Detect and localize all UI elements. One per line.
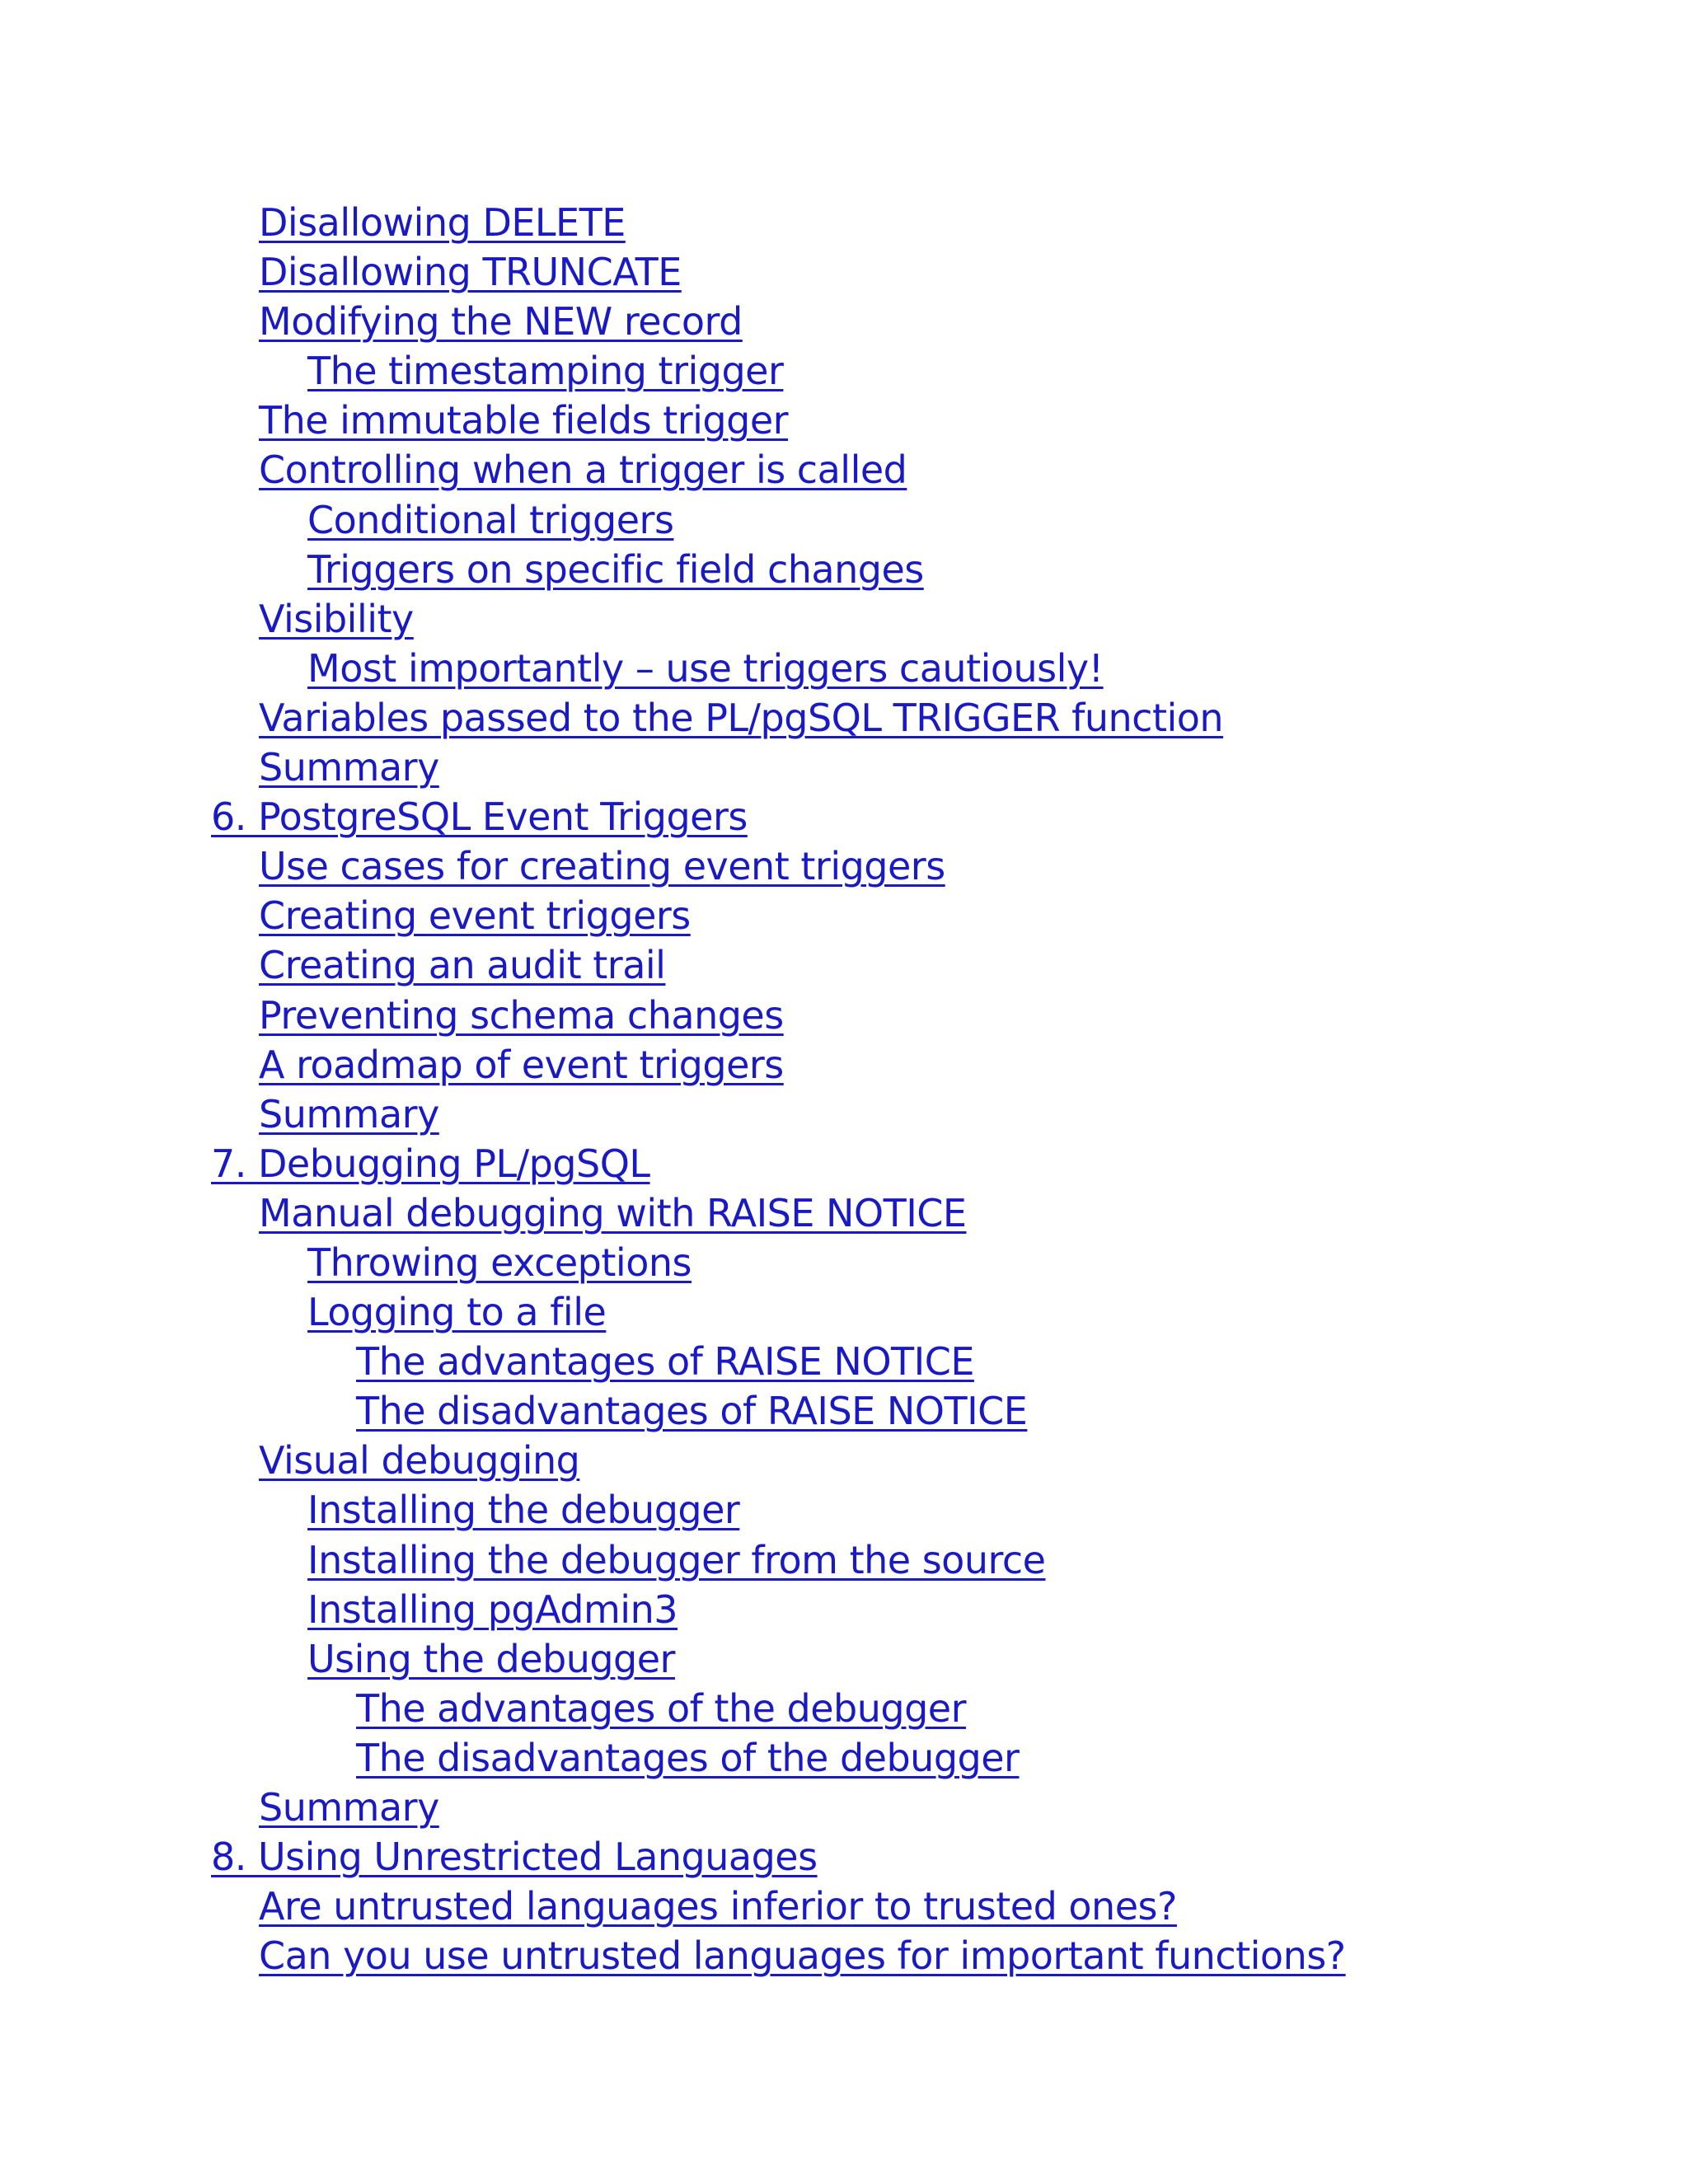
toc-link[interactable]: Controlling when a trigger is called (259, 448, 907, 493)
toc-entry (211, 297, 1346, 346)
toc-entry (211, 1337, 1346, 1386)
toc-entry (211, 1139, 1346, 1188)
toc-link[interactable]: Are untrusted languages inferior to trusted ones? (259, 1884, 1177, 1929)
toc-link[interactable]: Disallowing DELETE (259, 200, 626, 245)
toc-entry (211, 1485, 1346, 1535)
toc-link[interactable]: Installing pgAdmin3 (307, 1586, 678, 1632)
toc-link[interactable]: 6. PostgreSQL Event Triggers (211, 794, 748, 840)
toc-link[interactable]: Summary (259, 745, 439, 790)
toc-entry (211, 891, 1346, 940)
toc-entry (211, 1931, 1346, 1980)
toc-entry (211, 1684, 1346, 1733)
toc-link[interactable]: Installing the debugger (307, 1488, 740, 1533)
toc-link[interactable]: The advantages of the debugger (356, 1685, 966, 1731)
toc-entry (211, 1287, 1346, 1337)
toc-link[interactable]: Creating event triggers (259, 893, 691, 939)
toc-entry (211, 1733, 1346, 1783)
toc-entry (211, 693, 1346, 743)
toc-entry (211, 1436, 1346, 1485)
toc-entry (211, 1634, 1346, 1684)
toc-link[interactable]: Variables passed to the PL/pgSQL TRIGGER function (259, 695, 1224, 740)
toc-entry (211, 346, 1346, 396)
toc-link[interactable]: Triggers on specific field changes (307, 546, 924, 592)
toc-link[interactable]: The disadvantages of the debugger (356, 1735, 1020, 1780)
toc-link[interactable]: Modifying the NEW record (259, 299, 743, 344)
toc-link[interactable]: Summary (259, 1785, 439, 1830)
toc-entry (211, 247, 1346, 297)
toc-link[interactable]: Can you use untrusted languages for important functions? (259, 1933, 1346, 1979)
toc-entry (211, 792, 1346, 841)
toc-link[interactable]: Most importantly – use triggers cautiously! (307, 645, 1104, 691)
toc-entry (211, 644, 1346, 693)
toc-link[interactable]: Preventing schema changes (259, 992, 784, 1038)
toc-entry (211, 1188, 1346, 1238)
toc-link[interactable]: Conditional triggers (307, 497, 674, 542)
toc-link[interactable]: Visual debugging (259, 1438, 580, 1483)
toc-entry (211, 1832, 1346, 1882)
toc-link[interactable]: Using the debugger (307, 1636, 675, 1681)
toc-entry (211, 1040, 1346, 1090)
toc-link[interactable]: The advantages of RAISE NOTICE (356, 1339, 974, 1385)
toc-link[interactable]: The disadvantages of RAISE NOTICE (356, 1389, 1028, 1434)
toc-entry (211, 1090, 1346, 1139)
toc-link[interactable]: Throwing exceptions (307, 1240, 692, 1285)
toc-link[interactable]: Visibility (259, 596, 414, 641)
toc-link[interactable]: Installing the debugger from the source (307, 1537, 1046, 1582)
toc-link[interactable]: A roadmap of event triggers (259, 1042, 784, 1087)
toc-link[interactable]: Summary (259, 1091, 439, 1137)
toc-entry (211, 1386, 1346, 1436)
toc-entry (211, 1783, 1346, 1832)
toc-entry (211, 396, 1346, 445)
toc-entry (211, 743, 1346, 792)
toc-entry (211, 1238, 1346, 1287)
toc-link[interactable]: Creating an audit trail (259, 943, 666, 988)
table-of-contents (211, 198, 1346, 1980)
toc-link[interactable]: Logging to a file (307, 1290, 607, 1335)
toc-link[interactable]: 8. Using Unrestricted Languages (211, 1835, 818, 1880)
toc-link[interactable]: 7. Debugging PL/pgSQL (211, 1141, 650, 1186)
toc-link[interactable]: The immutable fields trigger (259, 398, 789, 443)
toc-link[interactable]: The timestamping trigger (307, 349, 784, 394)
toc-entry (211, 495, 1346, 545)
toc-link[interactable]: Use cases for creating event triggers (259, 844, 945, 889)
toc-entry (211, 1535, 1346, 1585)
toc-entry (211, 198, 1346, 247)
toc-entry (211, 940, 1346, 990)
toc-link[interactable]: Manual debugging with RAISE NOTICE (259, 1190, 967, 1235)
toc-entry (211, 841, 1346, 891)
toc-entry (211, 545, 1346, 594)
toc-entry (211, 991, 1346, 1040)
toc-entry (211, 1882, 1346, 1931)
toc-entry (211, 594, 1346, 644)
toc-entry (211, 1585, 1346, 1634)
toc-link[interactable]: Disallowing TRUNCATE (259, 250, 682, 295)
toc-entry (211, 445, 1346, 494)
